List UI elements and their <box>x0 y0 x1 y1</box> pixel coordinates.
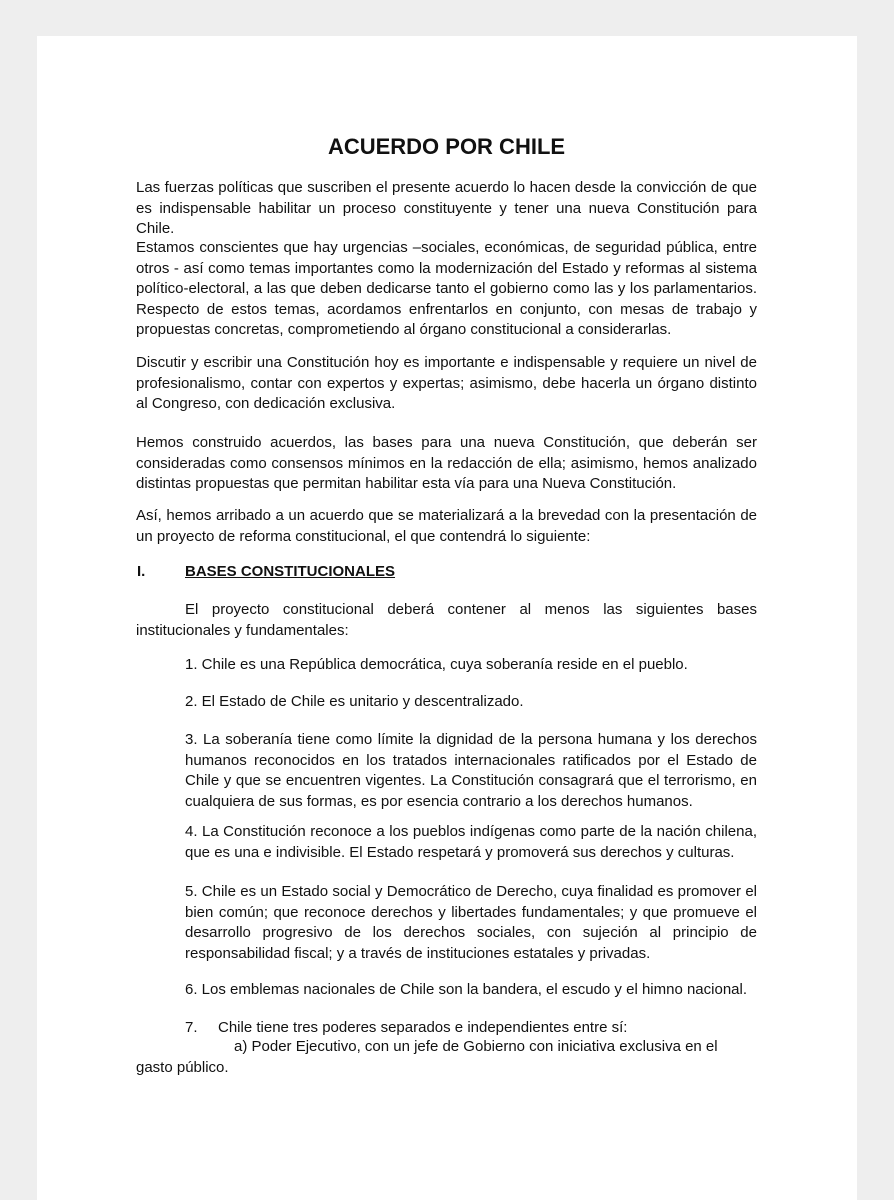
intro-paragraph-1: Las fuerzas políticas que suscriben el presente acuerdo lo hacen desde la convicción de que es indispensable habilitar un proceso constituyente y tener una nueva Constitución para Chile. <box>136 179 757 237</box>
section-title: BASES CONSTITUCIONALES <box>185 563 396 580</box>
section-heading <box>137 562 395 583</box>
document-title: ACUERDO POR CHILE <box>327 134 566 159</box>
list-item: 2. El Estado de Chile es unitario y descentralizado. <box>185 693 524 710</box>
item-number: 7. <box>185 1019 198 1036</box>
intro-paragraph-5: Así, hemos arribado a un acuerdo que se materializará a la brevedad con la presentación de un proyecto de reforma constitucional, el que contendrá lo siguiente: <box>136 507 757 545</box>
list-item: 6. Los emblemas nacionales de Chile son la bandera, el escudo y el himno nacional. <box>185 981 748 998</box>
list-item: 4. La Constitución reconoce a los pueblos indígenas como parte de la nación chilena, que es una e indivisible. El Estado respetará y promoverá sus derechos y culturas. <box>185 823 757 861</box>
list-item: 5. Chile es un Estado social y Democrático de Derecho, cuya finalidad es promover el bien común; que reconoce derechos y libertades fundamentales; y que promueve el desarrollo progresivo de los derechos sociales, con sujeción al principio de responsabilidad fiscal; y a través de instituciones estatales y privadas. <box>185 883 757 962</box>
list-item-7 <box>185 1018 757 1039</box>
list-item: 1. Chile es una República democrática, cuya soberanía reside en el pueblo. <box>185 656 688 673</box>
item-text: Chile tiene tres poderes separados e independientes entre sí: <box>218 1019 628 1036</box>
intro-paragraph-4: Hemos construido acuerdos, las bases para una nueva Constitución, que deberán ser consideradas como consensos mínimos en la redacción de ella; asimismo, hemos analizado distintas propuestas que permitan habilitar esta vía para una Nueva Constitución. <box>136 434 757 492</box>
sub-item-a: a) Poder Ejecutivo, con un jefe de Gobierno con iniciativa exclusiva en el gasto público. <box>136 1038 718 1076</box>
intro-paragraph-3: Discutir y escribir una Constitución hoy es importante e indispensable y requiere un nivel de profesionalismo, contar con expertos y expertas; asimismo, debe hacerla un órgano distinto al Congreso, con dedicación exclusiva. <box>136 354 757 412</box>
document-page <box>37 36 857 1200</box>
intro-paragraph-2: Estamos conscientes que hay urgencias –sociales, económicas, de seguridad pública, entre otros - así como temas importantes como la modernización del Estado y reformas al sistema político-electoral, a las que deben dedicarse tanto el gobierno como las y los parlamentarios. Respecto de estos temas, acordamos enfrentarlos en conjunto, con mesas de trabajo y propuestas concretas, comprometiendo al órgano constitucional a considerarlas. <box>136 239 757 338</box>
section-number: I. <box>137 563 146 580</box>
list-item: 3. La soberanía tiene como límite la dignidad de la persona humana y los derechos humanos reconocidos en los tratados internacionales ratificados por el Estado de Chile y que se encuentren vigentes. La Constitución consagrará que el terrorismo, en cualquiera de sus formas, es por esencia contrario a los derechos humanos. <box>185 731 757 810</box>
section-lead: El proyecto constitucional deberá contener al menos las siguientes bases institucionales y fundamentales: <box>136 601 757 639</box>
